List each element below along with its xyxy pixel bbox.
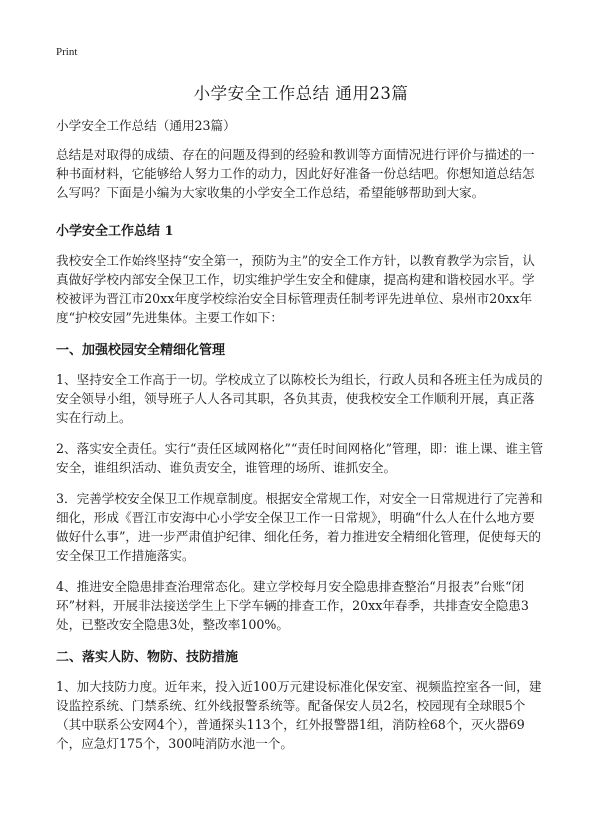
document-body bbox=[56, 80, 546, 765]
paragraph-item: 1、坚持安全工作高于一切。学校成立了以陈校长为组长，行政人员和各班主任为成员的安全领导小组，领导班子人人各司其职，各负其责，使我校安全工作顺利开展，真正落实在行动上。 bbox=[56, 372, 543, 425]
paragraph-item: 3．完善学校安全保卫工作规章制度。根据安全常规工作，对安全一日常规进行了完善和细化，形成《晋江市安海中心小学安全保卫工作一日常规》，明确“什么人在什么地方要做好什么事”，进一步严肃值护纪律、细化任务，着力推进安全精细化管理，促使每天的安全保卫工作措施落实。 bbox=[56, 491, 543, 563]
section-title: 小学安全工作总结 1 bbox=[56, 224, 174, 239]
document-subtitle: 小学安全工作总结（通用23篇） bbox=[56, 118, 236, 133]
paragraph-item: 1、加大技防力度。近年来，投入近100万元建设标准化保安室、视频监控室各一间，建设监控系统、门禁系统、红外线报警系统等。配备保安人员2名，校园现有全球眼5个（其中联系公安网4个），普通探头113个，红外报警器1组，消防栓68个，灭火器69个，应急灯175个，300吨消防水池一个。 bbox=[56, 679, 542, 751]
paragraph-item: 2、落实安全责任。实行“责任区域网格化”“责任时间网格化”管理，即：谁上课、谁主管安全，谁组织活动、谁负责安全，谁管理的场所、谁抓安全。 bbox=[56, 441, 544, 475]
heading-safety-management: 一、加强校园安全精细化管理 bbox=[56, 343, 226, 358]
paragraph-item: 4、推进安全隐患排查治理常态化。建立学校每月安全隐患排查整治“月报表”台账“闭环”材料，开展非法接送学生上下学车辆的排查工作，20xx年春季，共排查安全隐患3处，已整改安全隐患3处，整改率100%。 bbox=[56, 579, 529, 632]
print-link[interactable]: Print bbox=[56, 46, 78, 58]
section-intro-paragraph: 我校安全工作始终坚持“安全第一，预防为主”的安全工作方针，以教育教学为宗旨，认真做好学校内部安全保卫工作，切实维护学生安全和健康，提高构建和谐校园水平。学校被评为晋江市20xx年度学校综治安全目标管理责任制考评先进单位、泉州市20xx年度“护校安园”先进集体。主要工作如下： bbox=[56, 253, 535, 325]
intro-paragraph: 总结是对取得的成绩、存在的问题及得到的经验和教训等方面情况进行评价与描述的一种书面材料，它能够给人努力工作的动力，因此好好准备一份总结吧。你想知道总结怎么写吗？下面是小编为大家收集的小学安全工作总结，希望能够帮助到大家。 bbox=[56, 147, 535, 200]
heading-prevention-measures: 二、落实人防、物防、技防措施 bbox=[56, 650, 239, 665]
document-title: 小学安全工作总结 通用23篇 bbox=[193, 84, 409, 103]
